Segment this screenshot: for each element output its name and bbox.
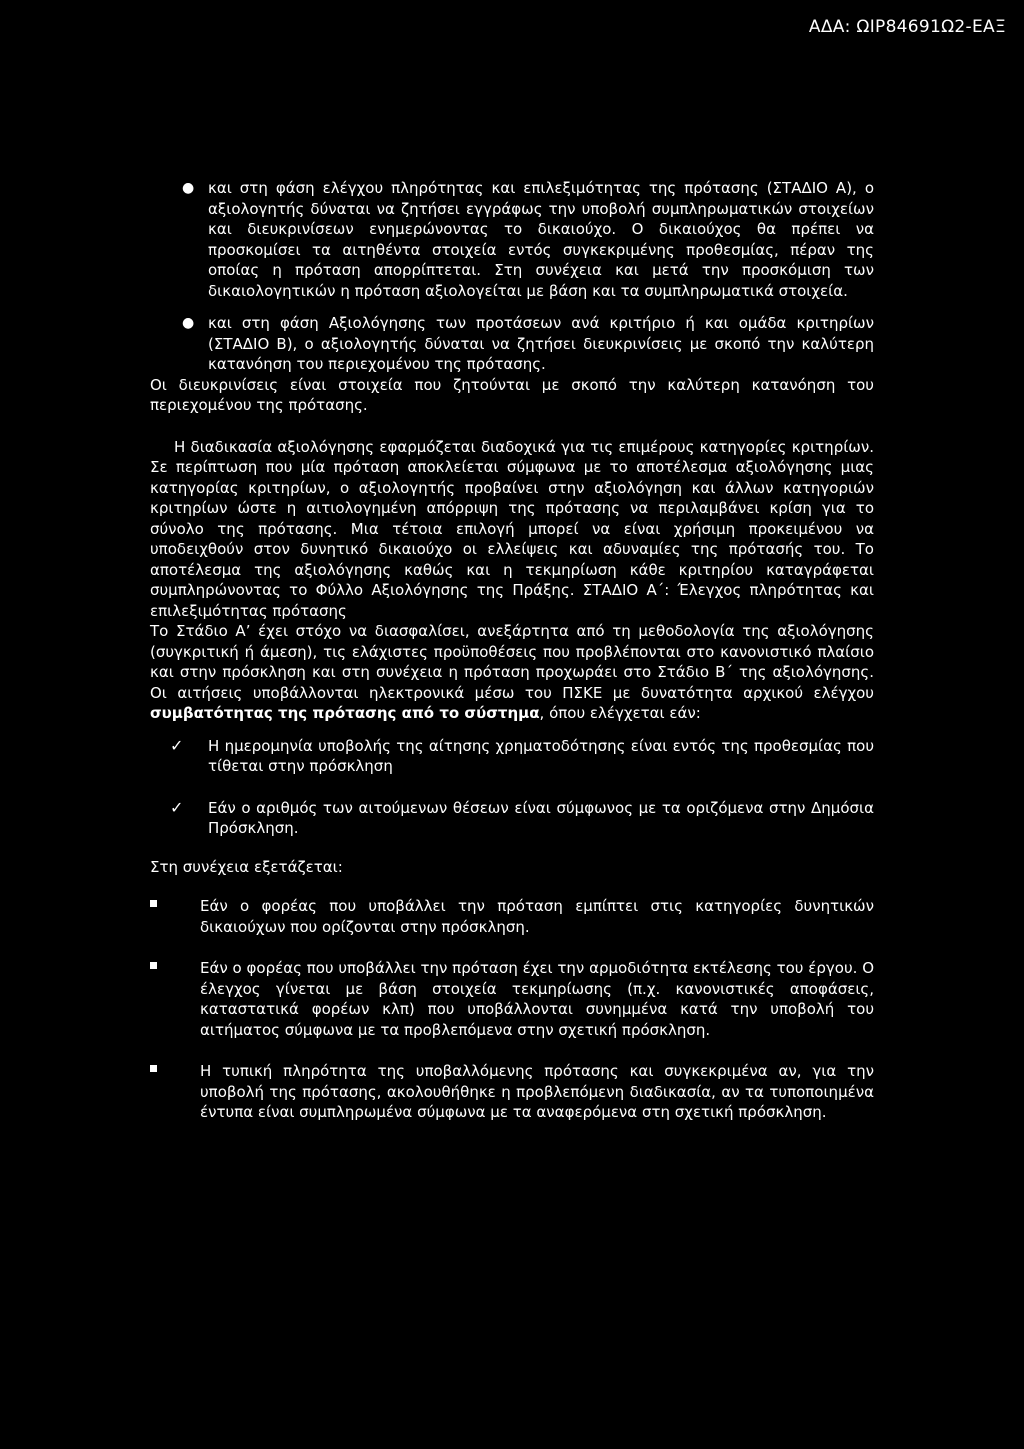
list-item <box>150 896 874 937</box>
stage-a-text-end: , όπου ελέγχεται εάν: <box>539 704 701 722</box>
list-item <box>150 1061 874 1123</box>
stage-a-paragraph <box>150 621 874 724</box>
clarification-bullet-list <box>150 178 874 375</box>
stage-a-bold-text: συμβατότητας της πρότασης από το σύστημα <box>150 704 540 722</box>
checkmark-icon: ✓ <box>170 735 184 755</box>
square-bullet-list <box>150 896 874 1123</box>
bullet-icon: ● <box>182 315 195 331</box>
stage-a-text: Το Στάδιο Α’ έχει στόχο να διασφαλίσει, ανεξάρτητα από τη μεθοδολογία της αξιολόγησης (συγκριτική ή άμεση), τις ελάχιστες προϋποθέσεις που προβλέπονται στο κανονιστικό πλαίσιο και στην πρόσκληση και στη συνέχεια η πρόταση προχωράει στο Στάδιο Β΄ της αξιολόγησης. Οι αιτήσεις υποβάλλονται ηλεκτρονικά μέσω του ΠΣΚΕ με δυνατότητα αρχικού ελέγχου <box>150 622 874 702</box>
bullet-text: και στη φάση Αξιολόγησης των προτάσεων ανά κριτήριο ή και ομάδα κριτηρίων (ΣΤΑΔΙΟ Β), ο αξιολογητής δύναται να ζητήσει διευκρινίσεις με σκοπό την καλύτερη κατανόηση του περιεχομένου της πρότασης. <box>208 314 874 373</box>
document-body <box>150 178 874 1123</box>
procedure-paragraph: Η διαδικασία αξιολόγησης εφαρμόζεται διαδοχικά για τις επιμέρους κατηγορίες κριτηρίων. Σε περίπτωση που μία πρόταση αποκλείεται σύμφωνα με το αποτέλεσμα αξιολόγησης μιας κατηγορίας κριτηρίων, ο αξιολογητής προβαίνει στην αξιολόγηση και άλλων κατηγοριών κριτηρίων ώστε η αιτιολογημένη απόρριψη της πρότασης να περιλαμβάνει κρίση για το σύνολο της πρότασης. Μια τέτοια επιλογή μπορεί να είναι χρήσιμη προκειμένου να υποδειχθούν στον δυνητικό δικαιούχο οι ελλείψεις και αδυναμίες της πρότασής του. Το αποτέλεσμα της αξιολόγησης καθώς και η τεκμηρίωση κάθε κριτηρίου καταγράφεται συμπληρώνοντας το Φύλλο Αξιολόγησης της Πράξης. ΣΤΑΔΙΟ Α΄: Έλεγχος πληρότητας και επιλεξιμότητας πρότασης <box>150 437 874 620</box>
square-bullet-icon <box>150 1065 157 1072</box>
square-text: Εάν ο φορέας που υποβάλλει την πρόταση εμπίπτει στις κατηγορίες δυνητικών δικαιούχων που ορίζονται στην πρόσκληση. <box>200 897 874 936</box>
checkmark-icon: ✓ <box>170 797 184 817</box>
list-item <box>150 178 874 301</box>
square-text: Εάν ο φορέας που υποβάλλει την πρόταση έχει την αρμοδιότητα εκτέλεσης του έργου. Ο έλεγχος γίνεται με βάση στοιχεία τεκμηρίωσης (π.χ. κανονιστικές αποφάσεις, καταστατικά φορέων κλπ) που υποβάλλονται συνημμένα κατά την υποβολή του αιτήματος σύμφωνα με τα προβλεπόμενα στην σχετική πρόσκληση. <box>200 959 874 1039</box>
list-item <box>150 958 874 1040</box>
next-paragraph: Στη συνέχεια εξετάζεται: <box>150 857 343 876</box>
list-item <box>150 313 874 375</box>
check-text: Εάν ο αριθμός των αιτούμενων θέσεων είναι σύμφωνος με τα οριζόμενα στην Δημόσια Πρόσκληση. <box>208 798 874 837</box>
square-bullet-icon <box>150 900 157 907</box>
check-text: Η ημερομηνία υποβολής της αίτησης χρηματοδότησης είναι εντός της προθεσμίας που τίθεται στην πρόσκληση <box>208 736 874 775</box>
bullet-text: και στη φάση ελέγχου πληρότητας και επιλεξιμότητας της πρότασης (ΣΤΑΔΙΟ Α), ο αξιολογητής δύναται να ζητήσει εγγράφως την υποβολή συμπληρωματικών στοιχείων και διευκρινίσεων ενημερώνοντας το δικαιούχο. Ο δικαιούχος θα πρέπει να προσκομίσει τα αιτηθέντα στοιχεία εντός συγκεκριμένης προθεσμίας, πέραν της οποίας η πρόταση απορρίπτεται. Στη συνέχεια και μετά την προσκόμιση των δικαιολογητικών η πρόταση αξιολογείται με βάση και τα συμπληρωματικά στοιχεία. <box>208 179 874 300</box>
list-item <box>150 736 874 777</box>
list-item <box>150 798 874 839</box>
clarifications-paragraph: Οι διευκρινίσεις είναι στοιχεία που ζητούνται με σκοπό την καλύτερη κατανόηση του περιεχομένου της πρότασης. <box>150 375 874 414</box>
check-list <box>150 736 874 839</box>
square-bullet-icon <box>150 962 157 969</box>
bullet-icon: ● <box>182 180 195 196</box>
document-id: ΑΔΑ: ΩΙΡ84691Ω2-ΕΑΞ <box>808 17 1006 37</box>
square-text: Η τυπική πληρότητα της υποβαλλόμενης πρότασης και συγκεκριμένα αν, για την υποβολή της πρότασης, ακολουθήθηκε η προβλεπόμενη διαδικασία, αν τα τυποποιημένα έντυπα είναι συμπληρωμένα σύμφωνα με τα αναφερόμενα στη σχετική πρόσκληση. <box>200 1062 874 1121</box>
